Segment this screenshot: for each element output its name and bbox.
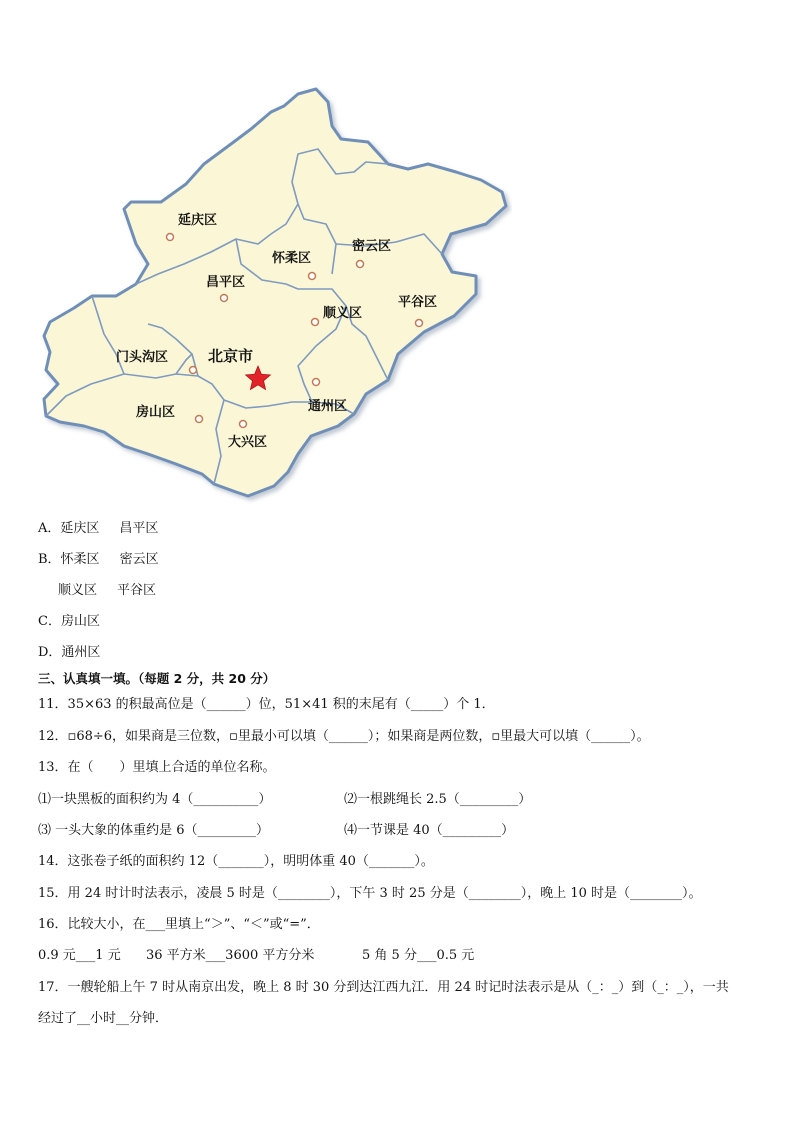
option-b-cont [58,583,156,599]
beijing-map [36,84,512,504]
question-17-line1: 17．一艘轮船上午 7 时从南京出发，晚上 8 时 30 分到达江西九江．用 24 时记时法表示是从（_：_）到（_：_），一共 [38,980,729,995]
label-daxing: 大兴区 [228,435,268,450]
label-yanqing: 延庆区 [178,213,218,228]
label-fangshan: 房山区 [136,405,176,420]
label-shunyi: 顺义区 [323,306,363,321]
changping-dot [221,295,228,302]
huairou-dot [309,273,316,280]
question-16-b: 36 平方米___3600 平方分米 [146,948,315,963]
question-13-1: ⑴一块黑板的面积约为 4（__________） [38,792,272,807]
option-c: C．房山区 [38,614,100,629]
label-tongzhou: 通州区 [308,399,348,414]
option-b-1: B．怀柔区 [38,552,100,567]
shunyi-dot [312,319,319,326]
question-16-c: 5 角 5 分___0.5 元 [362,948,475,963]
mentougou-dot [190,367,197,374]
option-b-4: 平谷区 [117,583,157,598]
option-a-2: 昌平区 [119,521,159,536]
daxing-dot [240,421,247,428]
map-outline [44,89,506,496]
question-17-line2: 经过了__小时__分钟． [38,1011,169,1026]
question-15: 15．用 24 时计时法表示，凌晨 5 时是（________），下午 3 时 25 分是（________），晚上 10 时是（________）。 [38,886,702,901]
label-mentougou: 门头沟区 [116,350,169,365]
question-16: 16．比较大小，在___里填上“＞”、“＜”或“=”． [38,917,320,932]
question-13: 13．在（ ）里填上合适的单位名称。 [38,760,276,775]
question-13-2: ⑵一根跳绳长 2.5（_________） [344,792,532,807]
question-16-a: 0.9 元___1 元 [38,948,121,963]
section-heading: 三、认真填一填。（每题 2 分，共 20 分） [38,671,276,686]
yanqing-dot [167,234,174,241]
label-beijing: 北京市 [208,347,254,365]
option-b-2: 密云区 [119,552,159,567]
option-a-1: A．延庆区 [38,521,100,536]
question-12: 12．▫68÷6，如果商是三位数，▫里最小可以填（______）；如果商是两位数，▫里最大可以填（______）。 [38,729,650,744]
beijing-map-svg [36,84,512,504]
question-14: 14．这张卷子纸的面积约 12（_______），明明体重 40（_______）。 [38,854,434,869]
option-d: D．通州区 [38,645,101,660]
option-a [38,521,158,537]
tongzhou-dot [313,379,320,386]
option-b [38,552,159,568]
fangshan-dot [196,416,203,423]
option-b-3: 顺义区 [58,583,98,598]
miyun-dot [357,261,364,268]
pinggu-dot [416,320,423,327]
label-pinggu: 平谷区 [398,295,438,310]
question-13-4: ⑷一节课是 40（_________） [344,823,515,838]
question-13-3: ⑶ 一头大象的体重约是 6（_________） [38,823,270,838]
label-huairou: 怀柔区 [272,251,312,266]
label-changping: 昌平区 [206,275,246,290]
question-11: 11．35×63 的积最高位是（______）位，51×41 积的末尾有（_____）个 1． [38,697,495,712]
label-miyun: 密云区 [352,239,392,254]
